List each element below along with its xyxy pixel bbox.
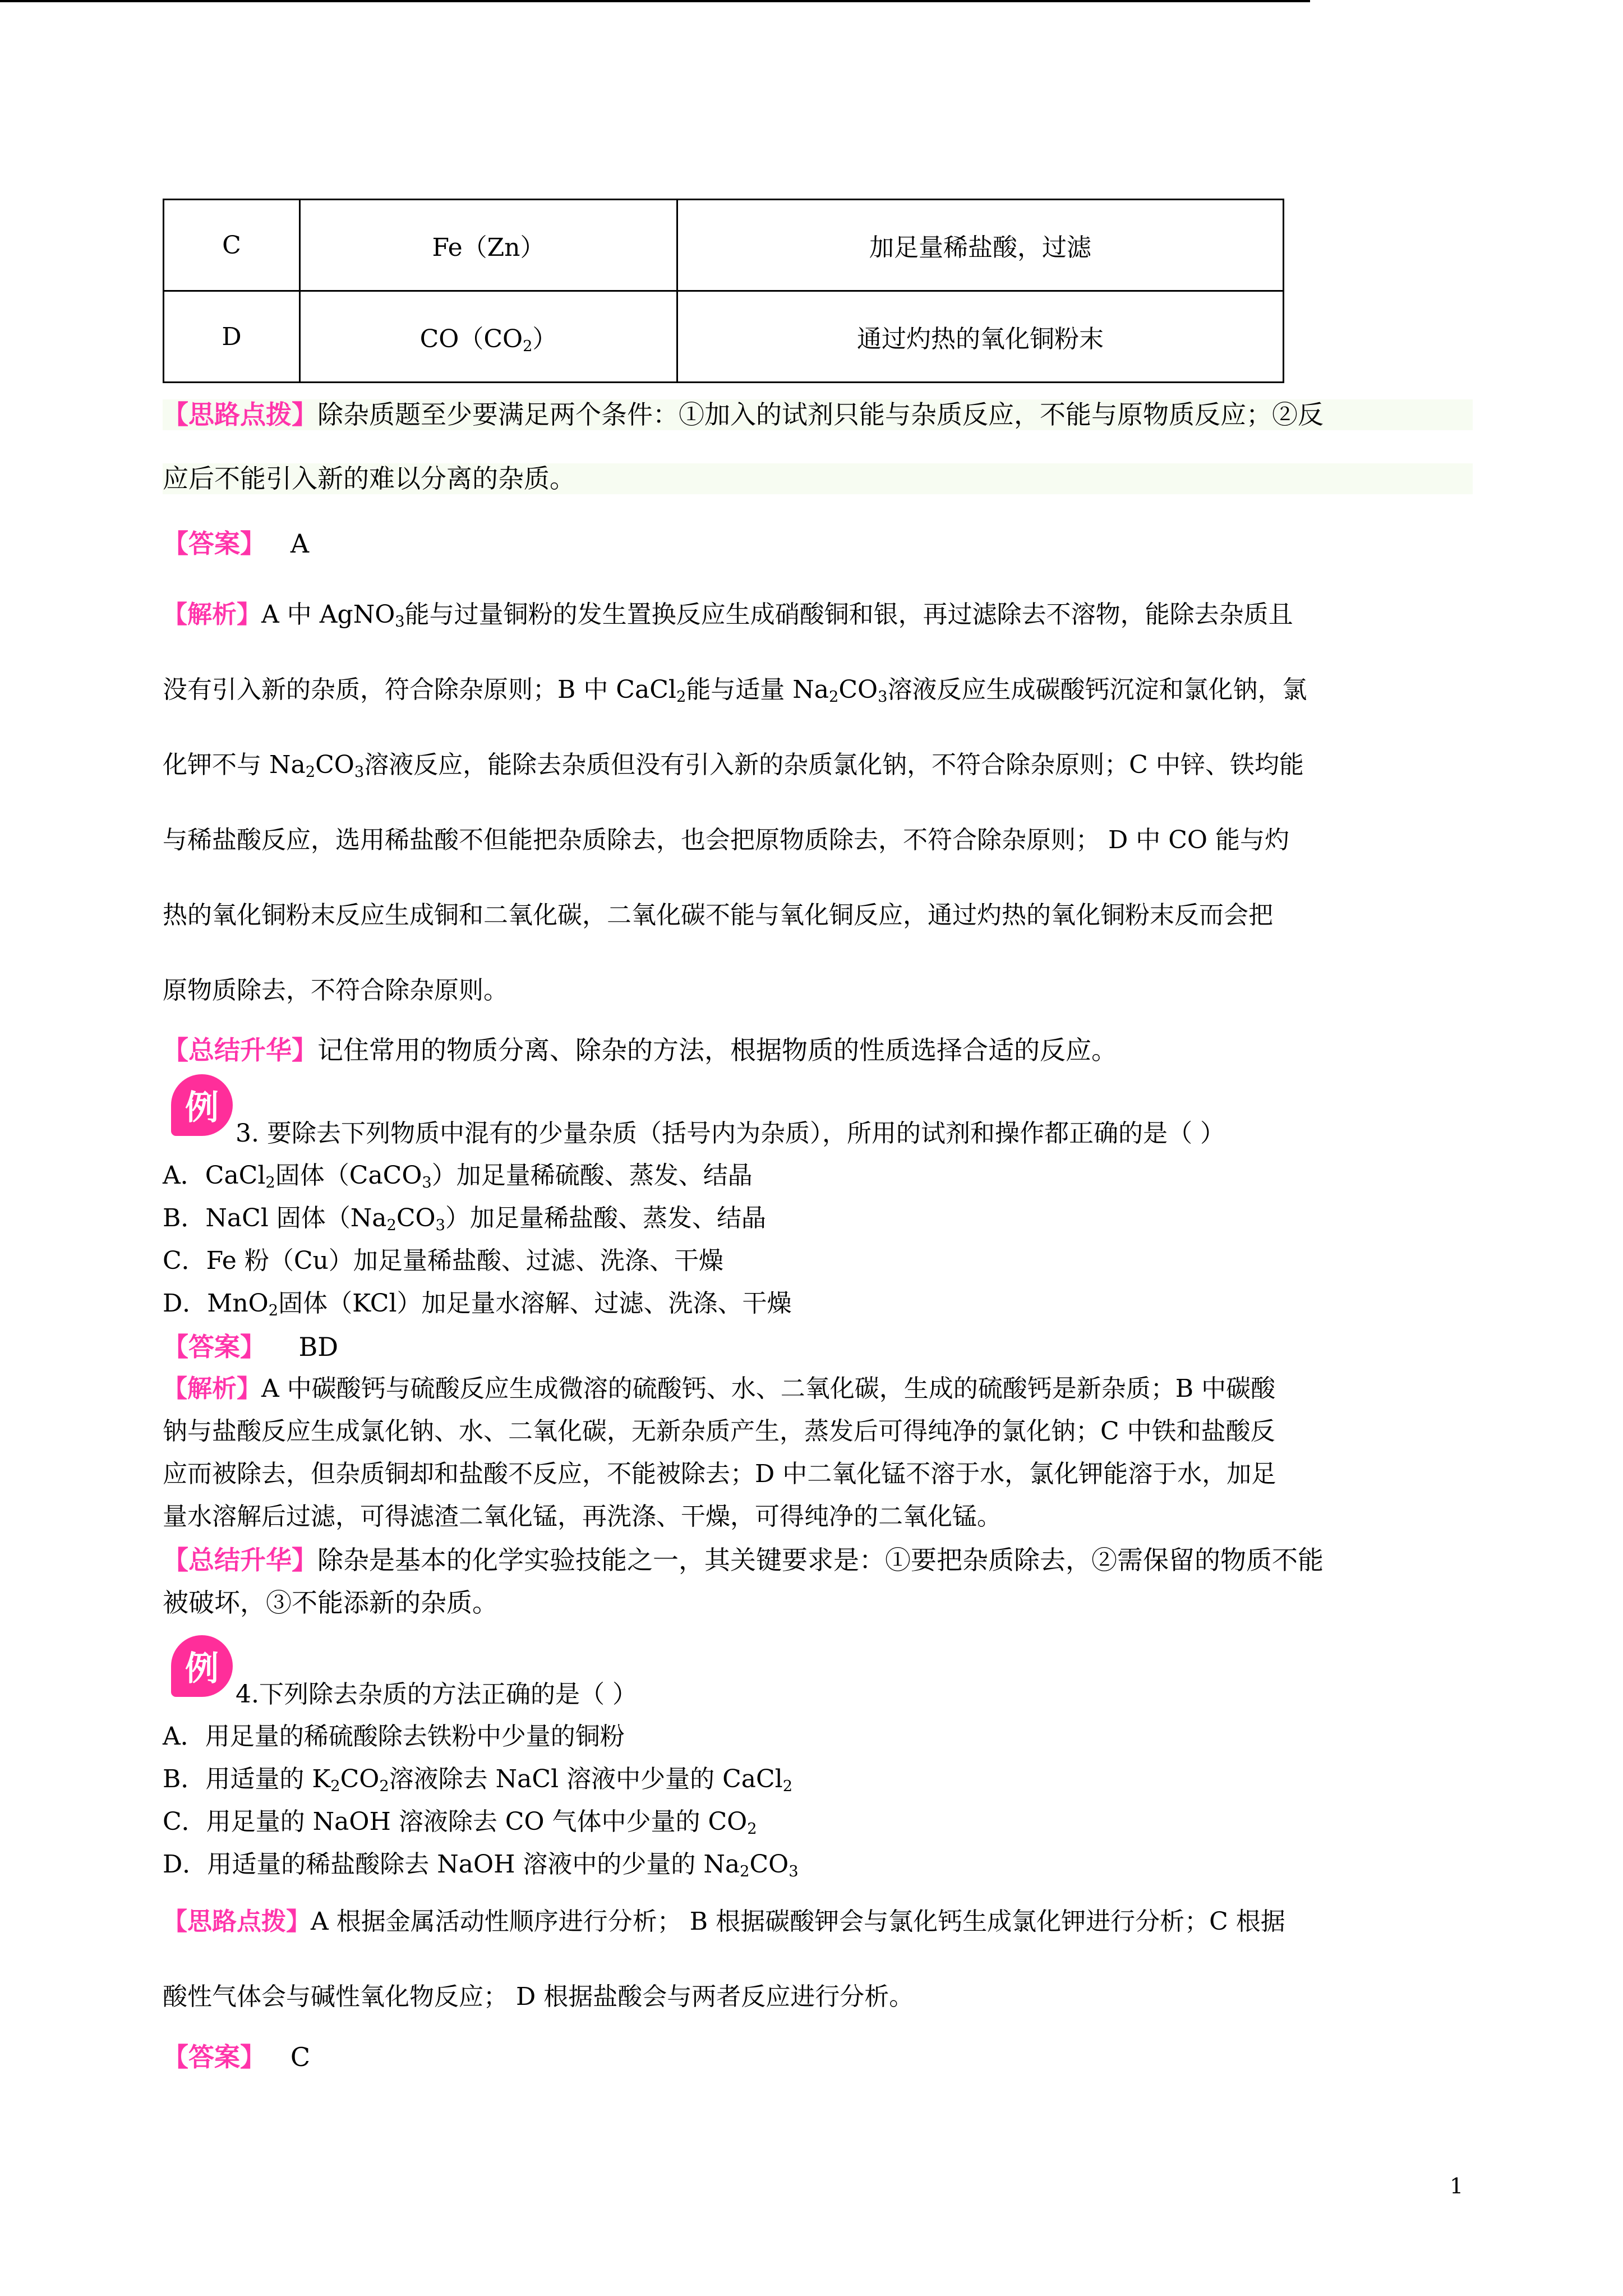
page-number: 1 bbox=[1450, 2174, 1464, 2198]
analysis-line: 化钾不与 $Na_2CO_3$溶液反应，能除去杂质但没有引入新的杂质氯化钠，不符合除杂原则；C 中锌、铁均能 bbox=[163, 751, 1304, 781]
answer-value: BD bbox=[298, 1332, 339, 1362]
summary-line: 【总结升华】记住常用的物质分离、除杂的方法，根据物质的性质选择合适的反应。 bbox=[163, 1035, 1117, 1065]
row-substance: Fe（Zn） bbox=[300, 200, 677, 291]
example-badge-icon: 例 bbox=[171, 1635, 233, 1697]
row-label: C bbox=[164, 200, 300, 291]
analysis-line: 【解析】A 中 AgNO$_3$能与过量铜粉的发生置换反应生成硝酸铜和银，再过滤除去不溶物，能除去杂质且 bbox=[163, 600, 1293, 631]
hint-line: 【思路点拨】A 根据金属活动性顺序进行分析； B 根据碳酸钾会与氯化钙生成氯化钾进行分析；C 根据 bbox=[163, 1907, 1285, 1936]
analysis-line: 应而被除去，但杂质铜却和盐酸不反应，不能被除去；D 中二氧化锰不溶于水，氯化钾能溶于水，加足 bbox=[163, 1460, 1276, 1488]
option-c: C．Fe 粉（Cu）加足量稀盐酸、过滤、洗涤、干燥 bbox=[163, 1246, 723, 1275]
answer-value: C bbox=[290, 2042, 311, 2072]
hint-line: 酸性气体会与碱性氧化物反应； D 根据盐酸会与两者反应进行分析。 bbox=[163, 1982, 914, 2011]
summary-line: 【总结升华】除杂是基本的化学实验技能之一，其关键要求是：①要把杂质除去，②需保留的物质不能 bbox=[163, 1545, 1324, 1575]
analysis-line: 与稀盐酸反应，选用稀盐酸不但能把杂质除去，也会把原物质除去，不符合除杂原则； D 中 CO 能与灼 bbox=[163, 826, 1289, 854]
analysis-tag: 【解析】 bbox=[163, 1374, 261, 1403]
example-badge-icon: 例 bbox=[171, 1074, 233, 1136]
analysis-line: 没有引入新的杂质，符合除杂原则；B 中 CaCl$_2$能与适量 $Na_2CO_3$溶液反应生成碳酸钙沉淀和氯化钠，氯 bbox=[163, 675, 1307, 706]
hint-tag: 【思路点拨】 bbox=[163, 399, 317, 430]
hint-line: 【思路点拨】除杂质题至少要满足两个条件：①加入的试剂只能与杂质反应，不能与原物质反应；②反 bbox=[163, 399, 1473, 430]
answer-tag: 【答案】 bbox=[163, 1332, 266, 1362]
option-b: B．NaCl 固体$(Na_2CO_3)$加足量稀盐酸、蒸发、结晶 bbox=[163, 1204, 766, 1234]
table-row bbox=[164, 200, 1284, 291]
summary-line: 被破坏，③不能添新的杂质。 bbox=[163, 1588, 498, 1618]
option-d: D．用适量的稀盐酸除去 NaOH 溶液中的少量的 $Na_2CO_3$ bbox=[163, 1850, 799, 1880]
analysis-line: 【解析】A 中碳酸钙与硫酸反应生成微溶的硫酸钙、水、二氧化碳，生成的硫酸钙是新杂质；B 中碳酸 bbox=[163, 1374, 1276, 1403]
answer-line bbox=[163, 1332, 338, 1363]
analysis-line: 钠与盐酸反应生成氯化钠、水、二氧化碳，无新杂质产生，蒸发后可得纯净的氯化钠；C 中铁和盐酸反 bbox=[163, 1417, 1275, 1446]
answer-value: A bbox=[290, 528, 310, 559]
answer-line bbox=[163, 2042, 310, 2073]
row-method: 加足量稀盐酸，过滤 bbox=[677, 200, 1284, 291]
analysis-line: 热的氧化铜粉末反应生成铜和二氧化碳，二氧化碳不能与氧化铜反应，通过灼热的氧化铜粉末反而会把 bbox=[163, 901, 1273, 930]
table-row bbox=[164, 291, 1284, 383]
answer-tag: 【答案】 bbox=[163, 2042, 266, 2072]
row-substance: $CO(CO_2)$ bbox=[300, 291, 677, 383]
row-method: 通过灼热的氧化铜粉末 bbox=[677, 291, 1284, 383]
option-a: A．CaCl$_2$固体（CaCO$_3$）加足量稀硫酸、蒸发、结晶 bbox=[163, 1161, 753, 1191]
summary-tag: 【总结升华】 bbox=[163, 1545, 317, 1575]
option-d: D．MnO$_2$固体（KCl）加足量水溶解、过滤、洗涤、干燥 bbox=[163, 1289, 792, 1319]
hint-tag: 【思路点拨】 bbox=[163, 1907, 311, 1936]
analysis-tag: 【解析】 bbox=[163, 600, 261, 629]
summary-tag: 【总结升华】 bbox=[163, 1035, 317, 1065]
analysis-line: 原物质除去，不符合除杂原则。 bbox=[163, 976, 508, 1005]
option-a: A．用足量的稀硫酸除去铁粉中少量的铜粉 bbox=[163, 1722, 625, 1751]
option-c: C．用足量的 NaOH 溶液除去 CO 气体中少量的 $CO_2$ bbox=[163, 1807, 757, 1838]
analysis-line: 量水溶解后过滤，可得滤渣二氧化锰，再洗涤、干燥，可得纯净的二氧化锰。 bbox=[163, 1502, 1002, 1531]
answer-line bbox=[163, 528, 309, 559]
options-table bbox=[163, 199, 1284, 383]
row-label: D bbox=[164, 291, 300, 383]
hint-line: 应后不能引入新的难以分离的杂质。 bbox=[163, 463, 1473, 494]
question-line: 4.下列除去杂质的方法正确的是（ ） bbox=[236, 1680, 637, 1709]
option-b: B．用适量的 $K_2CO_2$溶液除去 NaCl 溶液中少量的 CaCl$_2$ bbox=[163, 1765, 793, 1795]
question-line: 3. 要除去下列物质中混有的少量杂质（括号内为杂质），所用的试剂和操作都正确的是（ ） bbox=[236, 1119, 1225, 1148]
header-rule bbox=[0, 0, 1310, 2]
answer-tag: 【答案】 bbox=[163, 528, 266, 559]
